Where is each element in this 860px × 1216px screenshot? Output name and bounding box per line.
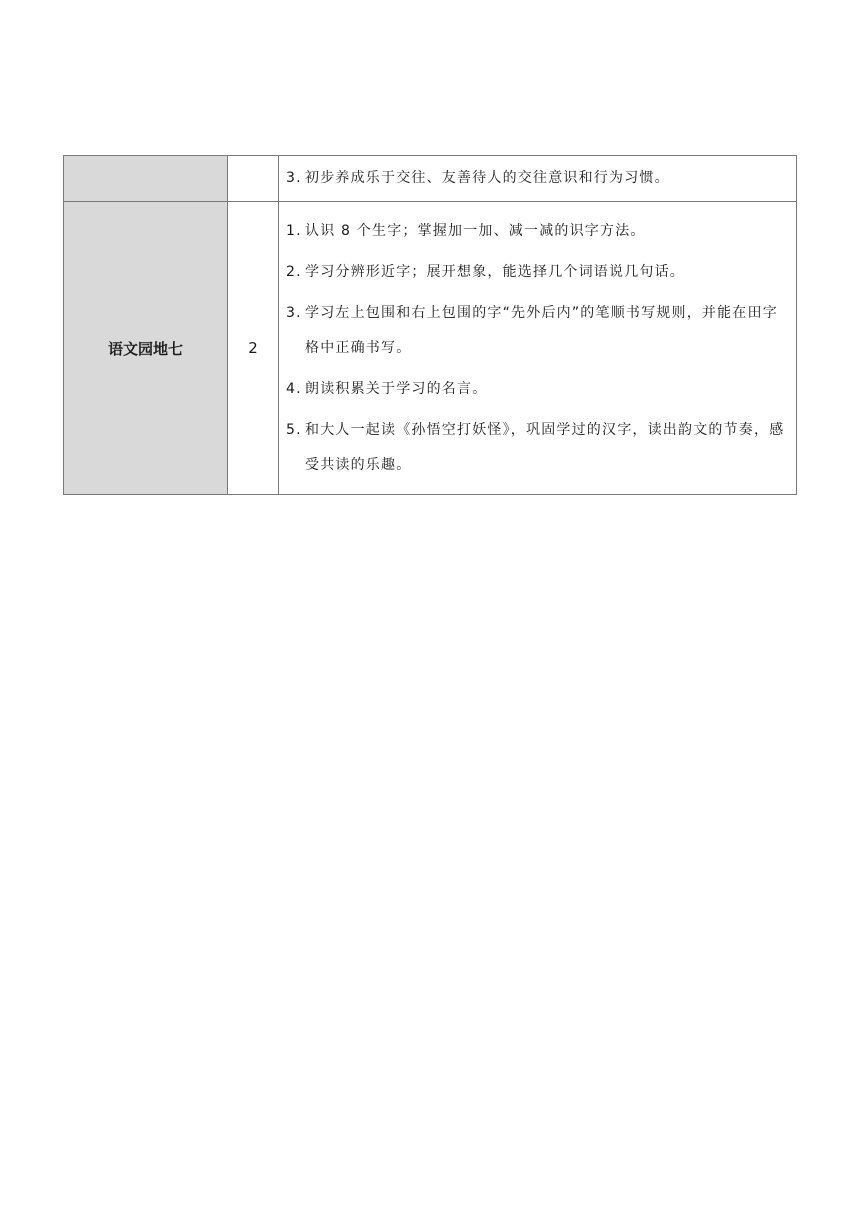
goal-item xyxy=(286,413,788,483)
goal-text: 和大人一起读《孙悟空打妖怪》，巩固学过的汉字，读出韵文的节奏，感受共读的乐趣。 xyxy=(305,421,785,473)
goal-item xyxy=(286,372,788,407)
goal-text: 学习左上包围和右上包围的字“先外后内”的笔顺书写规则，并能在田字格中正确书写。 xyxy=(305,304,778,356)
class-hours-cell: 2 xyxy=(228,202,279,495)
goal-item xyxy=(286,214,788,249)
goal-item xyxy=(286,255,788,290)
table-row xyxy=(64,202,797,495)
goal-item xyxy=(286,296,788,366)
goal-number: 1. xyxy=(286,222,302,239)
learning-goals-cell xyxy=(279,156,797,202)
goal-number: 2. xyxy=(286,263,302,280)
unit-name-cell xyxy=(64,156,228,202)
lesson-plan-table xyxy=(63,155,797,495)
goal-item xyxy=(286,161,788,196)
goal-number: 3. xyxy=(286,170,302,186)
unit-name-cell: 语文园地七 xyxy=(64,202,228,495)
goal-text: 朗读积累关于学习的名言。 xyxy=(305,380,488,397)
goal-text: 认识 8 个生字；掌握加一加、减一减的识字方法。 xyxy=(305,222,646,239)
goal-text: 初步养成乐于交往、友善待人的交往意识和行为习惯。 xyxy=(305,170,670,186)
goal-text: 学习分辨形近字；展开想象，能选择几个词语说几句话。 xyxy=(305,263,685,280)
learning-goals-cell xyxy=(279,202,797,495)
goal-number: 3. xyxy=(286,304,302,321)
class-hours-cell xyxy=(228,156,279,202)
table-row xyxy=(64,156,797,202)
goal-number: 4. xyxy=(286,380,302,397)
goal-number: 5. xyxy=(286,421,302,438)
